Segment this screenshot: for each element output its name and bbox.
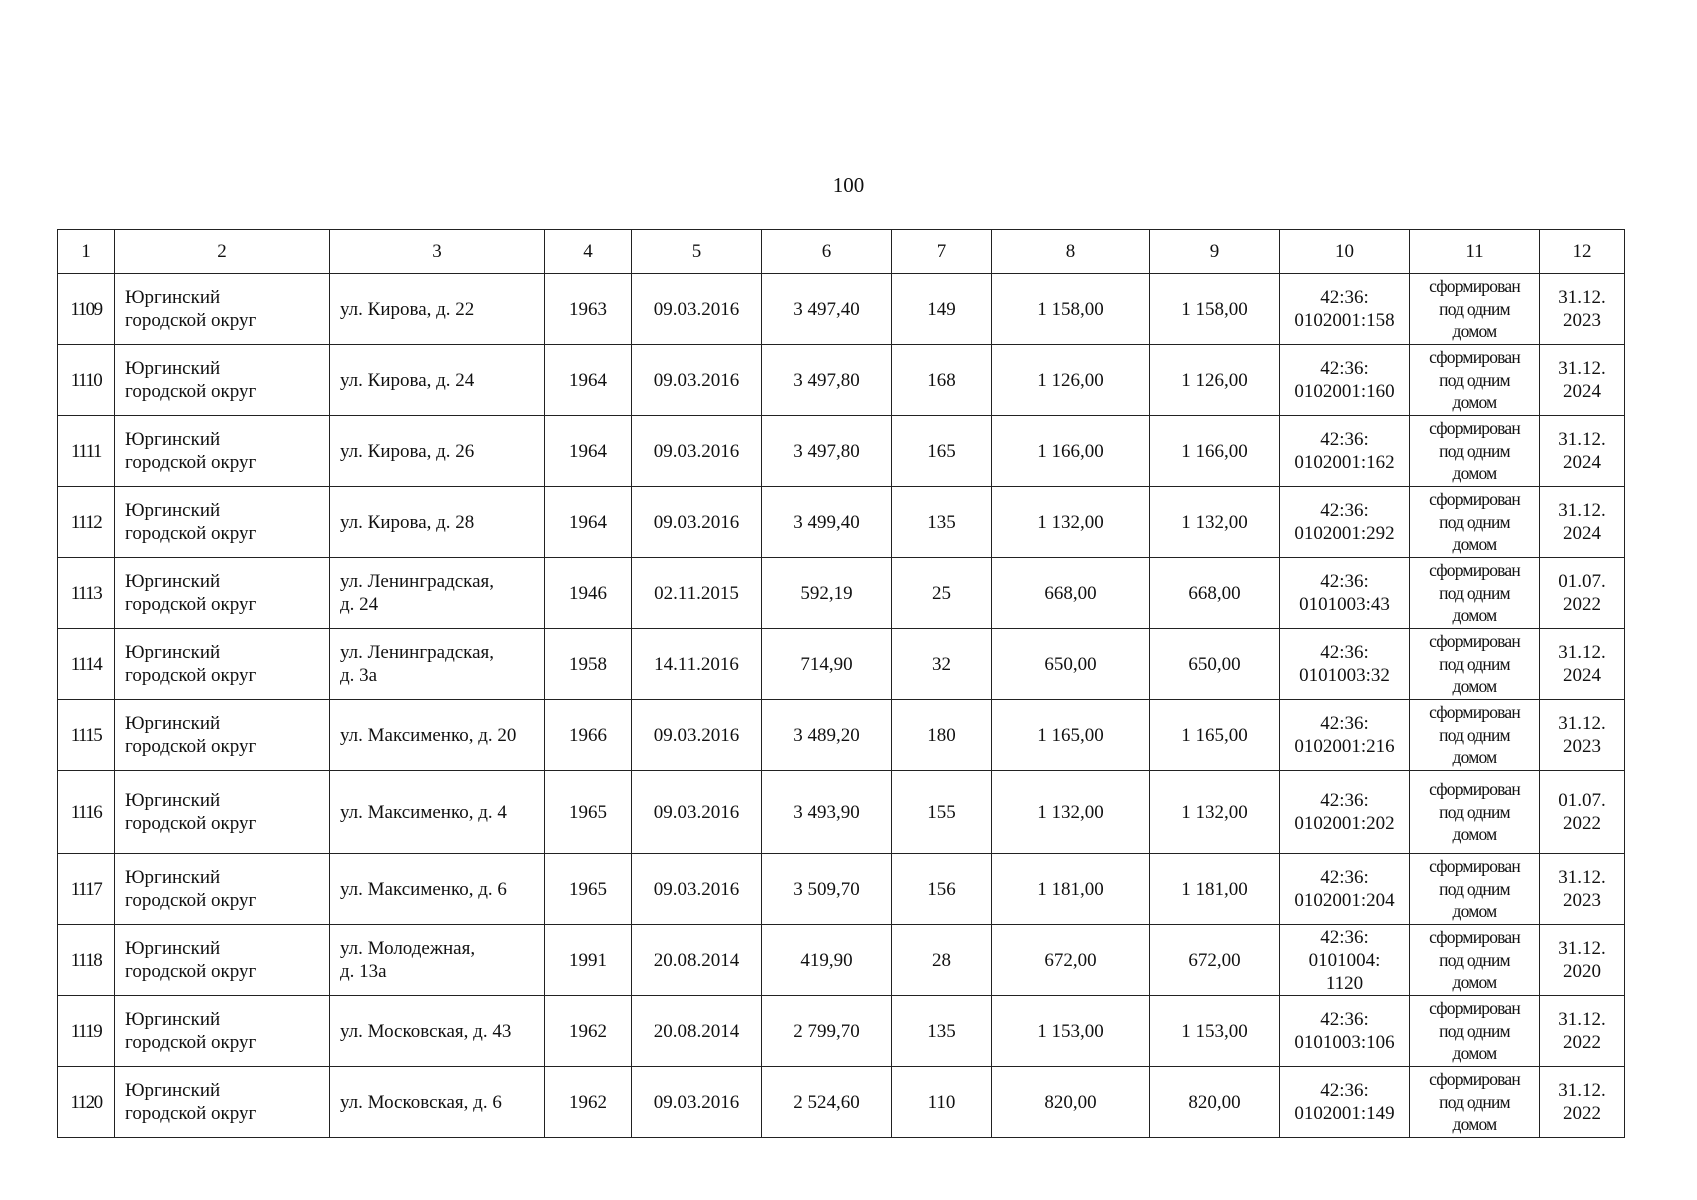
cadastral-line: 42:36: xyxy=(1320,571,1369,592)
column-8-value: 1 126,00 xyxy=(992,345,1150,416)
deadline-line: 01.07. xyxy=(1558,571,1606,592)
residents-count: 135 xyxy=(892,487,992,558)
district-line: городской округ xyxy=(125,594,257,615)
table-row xyxy=(58,558,1625,629)
address-cell xyxy=(330,1067,545,1138)
status-line: под одним xyxy=(1439,511,1510,532)
deadline-line: 31.12. xyxy=(1558,867,1606,888)
municipality-cell xyxy=(115,345,330,416)
build-year: 1965 xyxy=(545,771,632,854)
build-year: 1964 xyxy=(545,487,632,558)
column-8-value: 1 153,00 xyxy=(992,996,1150,1067)
row-number: 1112 xyxy=(58,487,115,558)
address-cell xyxy=(330,487,545,558)
total-area: 3 497,80 xyxy=(762,345,892,416)
district-line: Юргинский xyxy=(125,287,221,308)
address-line: ул. Молодежная, xyxy=(340,938,476,959)
table-row xyxy=(58,345,1625,416)
residents-count: 180 xyxy=(892,700,992,771)
column-9-value: 1 132,00 xyxy=(1150,487,1280,558)
column-9-value: 1 158,00 xyxy=(1150,274,1280,345)
table-row xyxy=(58,487,1625,558)
status-line: домом xyxy=(1452,1043,1497,1064)
address-line: ул. Московская, д. 43 xyxy=(340,1020,512,1042)
district-line: Юргинский xyxy=(125,571,221,592)
deadline-cell xyxy=(1540,487,1625,558)
column-number-row xyxy=(58,230,1625,274)
deadline-line: 2023 xyxy=(1563,890,1601,911)
address-line: ул. Максименко, д. 20 xyxy=(340,724,517,746)
cadastral-line: 42:36: xyxy=(1320,287,1369,308)
cadastral-line: 0102001:162 xyxy=(1294,452,1395,473)
status-line: сформирован xyxy=(1429,998,1520,1019)
address-line: ул. Кирова, д. 24 xyxy=(340,369,475,391)
municipality-cell xyxy=(115,700,330,771)
deadline-line: 2023 xyxy=(1563,310,1601,331)
deadline-line: 2022 xyxy=(1563,1103,1601,1124)
cadastral-number-cell xyxy=(1280,416,1410,487)
district-line: Юргинский xyxy=(125,500,221,521)
residents-count: 168 xyxy=(892,345,992,416)
land-status-cell xyxy=(1410,1067,1540,1138)
table-row xyxy=(58,771,1625,854)
address-cell xyxy=(330,416,545,487)
status-line: под одним xyxy=(1439,369,1510,390)
column-number: 8 xyxy=(992,230,1150,274)
address-line: ул. Московская, д. 6 xyxy=(340,1091,502,1113)
cadastral-number-cell xyxy=(1280,1067,1410,1138)
deadline-line: 2022 xyxy=(1563,813,1601,834)
total-area: 3 497,80 xyxy=(762,416,892,487)
cadastral-line: 42:36: xyxy=(1320,500,1369,521)
column-9-value: 650,00 xyxy=(1150,629,1280,700)
column-8-value: 1 132,00 xyxy=(992,771,1150,854)
status-line: сформирован xyxy=(1429,779,1520,800)
cadastral-number-cell xyxy=(1280,854,1410,925)
deadline-line: 31.12. xyxy=(1558,500,1606,521)
district-line: городской округ xyxy=(125,736,257,757)
deadline-line: 31.12. xyxy=(1558,1009,1606,1030)
deadline-cell xyxy=(1540,274,1625,345)
column-8-value: 668,00 xyxy=(992,558,1150,629)
column-8-value: 1 165,00 xyxy=(992,700,1150,771)
column-8-value: 1 158,00 xyxy=(992,274,1150,345)
status-line: сформирован xyxy=(1429,927,1520,948)
record-date: 20.08.2014 xyxy=(632,996,762,1067)
land-status-cell xyxy=(1410,274,1540,345)
column-8-value: 1 181,00 xyxy=(992,854,1150,925)
municipality-cell xyxy=(115,925,330,996)
deadline-cell xyxy=(1540,558,1625,629)
build-year: 1958 xyxy=(545,629,632,700)
residents-count: 156 xyxy=(892,854,992,925)
address-cell xyxy=(330,996,545,1067)
column-9-value: 672,00 xyxy=(1150,925,1280,996)
cadastral-number-cell xyxy=(1280,345,1410,416)
deadline-cell xyxy=(1540,1067,1625,1138)
municipality-cell xyxy=(115,771,330,854)
total-area: 2 524,60 xyxy=(762,1067,892,1138)
status-line: домом xyxy=(1452,1114,1497,1135)
column-number: 3 xyxy=(330,230,545,274)
column-8-value: 1 132,00 xyxy=(992,487,1150,558)
district-line: городской округ xyxy=(125,961,257,982)
address-cell xyxy=(330,854,545,925)
deadline-line: 2023 xyxy=(1563,736,1601,757)
district-line: городской округ xyxy=(125,890,257,911)
record-date: 09.03.2016 xyxy=(632,345,762,416)
land-status-cell xyxy=(1410,487,1540,558)
cadastral-line: 0102001:292 xyxy=(1294,523,1395,544)
status-line: сформирован xyxy=(1429,560,1520,581)
land-status-cell xyxy=(1410,925,1540,996)
status-line: сформирован xyxy=(1429,856,1520,877)
build-year: 1964 xyxy=(545,345,632,416)
deadline-line: 31.12. xyxy=(1558,938,1606,959)
row-number: 1119 xyxy=(58,996,115,1067)
address-line: ул. Кирова, д. 22 xyxy=(340,298,475,320)
row-number: 1109 xyxy=(58,274,115,345)
status-line: домом xyxy=(1452,392,1497,413)
cadastral-number-cell xyxy=(1280,629,1410,700)
status-line: под одним xyxy=(1439,878,1510,899)
column-9-value: 1 132,00 xyxy=(1150,771,1280,854)
municipality-cell xyxy=(115,416,330,487)
status-line: сформирован xyxy=(1429,418,1520,439)
record-date: 09.03.2016 xyxy=(632,1067,762,1138)
deadline-line: 2022 xyxy=(1563,594,1601,615)
district-line: Юргинский xyxy=(125,1080,221,1101)
status-line: домом xyxy=(1452,321,1497,342)
total-area: 2 799,70 xyxy=(762,996,892,1067)
cadastral-line: 42:36: xyxy=(1320,429,1369,450)
deadline-line: 2022 xyxy=(1563,1032,1601,1053)
cadastral-line: 42:36: xyxy=(1320,358,1369,379)
row-number: 1116 xyxy=(58,771,115,854)
cadastral-line: 42:36: xyxy=(1320,790,1369,811)
row-number: 1115 xyxy=(58,700,115,771)
deadline-cell xyxy=(1540,996,1625,1067)
column-9-value: 1 166,00 xyxy=(1150,416,1280,487)
row-number: 1117 xyxy=(58,854,115,925)
cadastral-line: 0102001:202 xyxy=(1294,813,1395,834)
table-row xyxy=(58,700,1625,771)
record-date: 09.03.2016 xyxy=(632,416,762,487)
column-number: 7 xyxy=(892,230,992,274)
table-row xyxy=(58,629,1625,700)
deadline-cell xyxy=(1540,416,1625,487)
record-date: 09.03.2016 xyxy=(632,771,762,854)
address-line: ул. Ленинградская, xyxy=(340,642,495,663)
column-number: 12 xyxy=(1540,230,1625,274)
build-year: 1946 xyxy=(545,558,632,629)
total-area: 3 493,90 xyxy=(762,771,892,854)
district-line: городской округ xyxy=(125,1032,257,1053)
land-status-cell xyxy=(1410,996,1540,1067)
status-line: под одним xyxy=(1439,801,1510,822)
residents-count: 165 xyxy=(892,416,992,487)
total-area: 3 489,20 xyxy=(762,700,892,771)
address-line: ул. Максименко, д. 4 xyxy=(340,801,507,823)
record-date: 09.03.2016 xyxy=(632,854,762,925)
build-year: 1991 xyxy=(545,925,632,996)
cadastral-line: 42:36: xyxy=(1320,1080,1369,1101)
municipality-cell xyxy=(115,996,330,1067)
address-line: д. 24 xyxy=(340,594,379,615)
status-line: под одним xyxy=(1439,582,1510,603)
district-line: Юргинский xyxy=(125,938,221,959)
record-date: 02.11.2015 xyxy=(632,558,762,629)
status-line: сформирован xyxy=(1429,347,1520,368)
address-line: ул. Ленинградская, xyxy=(340,571,495,592)
status-line: под одним xyxy=(1439,298,1510,319)
build-year: 1966 xyxy=(545,700,632,771)
column-number: 9 xyxy=(1150,230,1280,274)
deadline-cell xyxy=(1540,629,1625,700)
row-number: 1114 xyxy=(58,629,115,700)
deadline-line: 2024 xyxy=(1563,523,1601,544)
total-area: 714,90 xyxy=(762,629,892,700)
address-cell xyxy=(330,925,545,996)
column-8-value: 650,00 xyxy=(992,629,1150,700)
land-status-cell xyxy=(1410,854,1540,925)
total-area: 592,19 xyxy=(762,558,892,629)
deadline-line: 2024 xyxy=(1563,665,1601,686)
cadastral-line: 42:36: xyxy=(1320,867,1369,888)
address-line: д. 13а xyxy=(340,961,387,982)
address-cell xyxy=(330,629,545,700)
residents-count: 110 xyxy=(892,1067,992,1138)
cadastral-line: 0102001:216 xyxy=(1294,736,1395,757)
record-date: 20.08.2014 xyxy=(632,925,762,996)
record-date: 14.11.2016 xyxy=(632,629,762,700)
row-number: 1113 xyxy=(58,558,115,629)
status-line: домом xyxy=(1452,676,1497,697)
residents-count: 28 xyxy=(892,925,992,996)
residents-count: 32 xyxy=(892,629,992,700)
column-8-value: 1 166,00 xyxy=(992,416,1150,487)
table-row xyxy=(58,996,1625,1067)
district-line: городской округ xyxy=(125,452,257,473)
residents-count: 155 xyxy=(892,771,992,854)
build-year: 1963 xyxy=(545,274,632,345)
status-line: сформирован xyxy=(1429,276,1520,297)
deadline-cell xyxy=(1540,925,1625,996)
status-line: домом xyxy=(1452,534,1497,555)
cadastral-line: 0102001:158 xyxy=(1294,310,1395,331)
column-number: 1 xyxy=(58,230,115,274)
table-row xyxy=(58,416,1625,487)
table-body xyxy=(58,230,1625,1138)
page-number: 100 xyxy=(832,173,865,197)
deadline-line: 31.12. xyxy=(1558,642,1606,663)
total-area: 3 509,70 xyxy=(762,854,892,925)
district-line: городской округ xyxy=(125,310,257,331)
build-year: 1965 xyxy=(545,854,632,925)
deadline-cell xyxy=(1540,771,1625,854)
cadastral-line: 0101003:106 xyxy=(1294,1032,1395,1053)
status-line: под одним xyxy=(1439,440,1510,461)
land-status-cell xyxy=(1410,416,1540,487)
residents-count: 25 xyxy=(892,558,992,629)
column-9-value: 1 165,00 xyxy=(1150,700,1280,771)
address-cell xyxy=(330,558,545,629)
column-9-value: 668,00 xyxy=(1150,558,1280,629)
deadline-line: 31.12. xyxy=(1558,429,1606,450)
address-cell xyxy=(330,274,545,345)
deadline-line: 2020 xyxy=(1563,961,1601,982)
status-line: сформирован xyxy=(1429,631,1520,652)
deadline-line: 31.12. xyxy=(1558,713,1606,734)
land-status-cell xyxy=(1410,345,1540,416)
cadastral-line: 0101003:43 xyxy=(1299,594,1390,615)
build-year: 1964 xyxy=(545,416,632,487)
land-status-cell xyxy=(1410,558,1540,629)
build-year: 1962 xyxy=(545,1067,632,1138)
district-line: городской округ xyxy=(125,523,257,544)
address-line: д. 3а xyxy=(340,665,378,686)
cadastral-line: 1120 xyxy=(1325,972,1364,994)
row-number: 1111 xyxy=(58,416,115,487)
cadastral-line: 0101004: xyxy=(1308,949,1381,971)
district-line: городской округ xyxy=(125,381,257,402)
build-year: 1962 xyxy=(545,996,632,1067)
column-number: 2 xyxy=(115,230,330,274)
cadastral-line: 0101003:32 xyxy=(1299,665,1390,686)
deadline-cell xyxy=(1540,345,1625,416)
district-line: Юргинский xyxy=(125,358,221,379)
district-line: Юргинский xyxy=(125,713,221,734)
address-cell xyxy=(330,345,545,416)
table-row xyxy=(58,1067,1625,1138)
deadline-cell xyxy=(1540,700,1625,771)
column-8-value: 672,00 xyxy=(992,925,1150,996)
status-line: сформирован xyxy=(1429,702,1520,723)
status-line: под одним xyxy=(1439,1020,1510,1041)
cadastral-number-cell xyxy=(1280,996,1410,1067)
residents-count: 149 xyxy=(892,274,992,345)
status-line: под одним xyxy=(1439,1091,1510,1112)
deadline-cell xyxy=(1540,854,1625,925)
status-line: домом xyxy=(1452,463,1497,484)
status-line: домом xyxy=(1452,972,1497,993)
cadastral-number-cell xyxy=(1280,771,1410,854)
municipality-cell xyxy=(115,274,330,345)
district-line: городской округ xyxy=(125,665,257,686)
total-area: 3 499,40 xyxy=(762,487,892,558)
deadline-line: 31.12. xyxy=(1558,1080,1606,1101)
column-9-value: 1 181,00 xyxy=(1150,854,1280,925)
municipality-cell xyxy=(115,558,330,629)
district-line: Юргинский xyxy=(125,642,221,663)
municipality-cell xyxy=(115,854,330,925)
municipality-cell xyxy=(115,629,330,700)
row-number: 1118 xyxy=(58,925,115,996)
status-line: под одним xyxy=(1439,949,1510,970)
status-line: домом xyxy=(1452,901,1497,922)
district-line: Юргинский xyxy=(125,429,221,450)
deadline-line: 2024 xyxy=(1563,452,1601,473)
column-number: 6 xyxy=(762,230,892,274)
address-cell xyxy=(330,700,545,771)
status-line: домом xyxy=(1452,747,1497,768)
cadastral-number-cell xyxy=(1280,274,1410,345)
record-date: 09.03.2016 xyxy=(632,700,762,771)
cadastral-number-cell xyxy=(1280,558,1410,629)
cadastral-line: 0102001:149 xyxy=(1294,1103,1395,1124)
housing-registry-table xyxy=(57,229,1625,1138)
column-number: 4 xyxy=(545,230,632,274)
cadastral-line: 42:36: xyxy=(1320,713,1369,734)
total-area: 419,90 xyxy=(762,925,892,996)
residents-count: 135 xyxy=(892,996,992,1067)
district-line: городской округ xyxy=(125,1103,257,1124)
cadastral-line: 42:36: xyxy=(1320,1009,1369,1030)
district-line: Юргинский xyxy=(125,1009,221,1030)
status-line: домом xyxy=(1452,605,1497,626)
cadastral-number-cell xyxy=(1280,700,1410,771)
deadline-line: 31.12. xyxy=(1558,287,1606,308)
column-9-value: 1 126,00 xyxy=(1150,345,1280,416)
address-line: ул. Максименко, д. 6 xyxy=(340,878,507,900)
address-line: ул. Кирова, д. 26 xyxy=(340,440,475,462)
column-number: 10 xyxy=(1280,230,1410,274)
table-row xyxy=(58,854,1625,925)
address-cell xyxy=(330,771,545,854)
cadastral-number-cell xyxy=(1280,925,1410,996)
district-line: Юргинский xyxy=(125,790,221,811)
column-8-value: 820,00 xyxy=(992,1067,1150,1138)
district-line: городской округ xyxy=(125,813,257,834)
record-date: 09.03.2016 xyxy=(632,487,762,558)
status-line: под одним xyxy=(1439,653,1510,674)
deadline-line: 31.12. xyxy=(1558,358,1606,379)
land-status-cell xyxy=(1410,700,1540,771)
column-number: 5 xyxy=(632,230,762,274)
record-date: 09.03.2016 xyxy=(632,274,762,345)
municipality-cell xyxy=(115,487,330,558)
land-status-cell xyxy=(1410,771,1540,854)
cadastral-line: 0102001:160 xyxy=(1294,381,1395,402)
municipality-cell xyxy=(115,1067,330,1138)
status-line: сформирован xyxy=(1429,489,1520,510)
table-row xyxy=(58,925,1625,996)
cadastral-line: 0102001:204 xyxy=(1294,890,1395,911)
cadastral-line: 42:36: xyxy=(1320,642,1369,663)
column-9-value: 1 153,00 xyxy=(1150,996,1280,1067)
status-line: домом xyxy=(1452,824,1497,845)
district-line: Юргинский xyxy=(125,867,221,888)
land-status-cell xyxy=(1410,629,1540,700)
status-line: сформирован xyxy=(1429,1069,1520,1090)
column-9-value: 820,00 xyxy=(1150,1067,1280,1138)
row-number: 1120 xyxy=(58,1067,115,1138)
deadline-line: 2024 xyxy=(1563,381,1601,402)
column-number: 11 xyxy=(1410,230,1540,274)
cadastral-line: 42:36: xyxy=(1320,926,1369,948)
deadline-line: 01.07. xyxy=(1558,790,1606,811)
total-area: 3 497,40 xyxy=(762,274,892,345)
cadastral-number-cell xyxy=(1280,487,1410,558)
table-row xyxy=(58,274,1625,345)
row-number: 1110 xyxy=(58,345,115,416)
address-line: ул. Кирова, д. 28 xyxy=(340,511,475,533)
status-line: под одним xyxy=(1439,724,1510,745)
